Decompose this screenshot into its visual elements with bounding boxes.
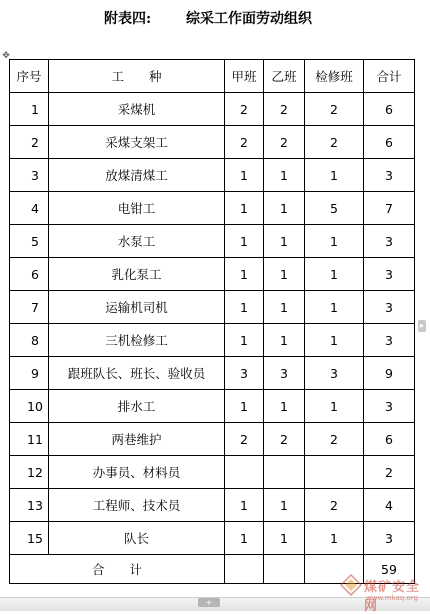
cell-maint: 1 [305,159,364,192]
table-header-row [10,60,415,93]
cell-maint: 2 [305,423,364,456]
cell-seq: 12 [10,456,49,489]
cell-seq: 6 [10,258,49,291]
cell-total: 6 [364,93,415,126]
total-label: 合 计 [10,555,225,584]
cell-seq: 3 [10,159,49,192]
cell-maint: 2 [305,93,364,126]
header-shift-a: 甲班 [225,60,264,93]
cell-shift-a: 2 [225,423,264,456]
cell-job: 水泵工 [49,225,225,258]
table-row [10,522,415,555]
cell-shift-a: 3 [225,357,264,390]
cell-total: 4 [364,489,415,522]
cell-job: 三机检修工 [49,324,225,357]
header-seq: 序号 [10,60,49,93]
cell-job: 采煤支架工 [49,126,225,159]
cell-shift-b: 1 [264,390,305,423]
header-total: 合计 [364,60,415,93]
table-row [10,423,415,456]
table-row [10,324,415,357]
cell-seq: 13 [10,489,49,522]
cell-shift-a: 1 [225,258,264,291]
cell-shift-b: 1 [264,522,305,555]
cell-seq: 15 [10,522,49,555]
site-watermark [340,572,430,614]
table-row [10,159,415,192]
table-row [10,456,415,489]
table-row [10,258,415,291]
table-row [10,390,415,423]
cell-seq: 8 [10,324,49,357]
cell-shift-b: 1 [264,324,305,357]
document-title [0,6,430,28]
cell-seq: 10 [10,390,49,423]
cell-shift-a: 1 [225,489,264,522]
table-row [10,93,415,126]
cell-job: 工程师、技术员 [49,489,225,522]
cell-maint: 1 [305,291,364,324]
title-main: 综采工作面劳动组织 [186,11,312,27]
cell-total: 2 [364,456,415,489]
cell-shift-a: 1 [225,390,264,423]
cell-maint: 1 [305,324,364,357]
cell-seq: 7 [10,291,49,324]
cell-total: 9 [364,357,415,390]
cell-shift-a: 1 [225,291,264,324]
cell-total: 6 [364,126,415,159]
cell-seq: 9 [10,357,49,390]
cell-shift-b: 2 [264,423,305,456]
cell-shift-b: 1 [264,159,305,192]
watermark-url: www.mkaq.org [366,594,418,602]
cell-maint: 1 [305,522,364,555]
cell-maint: 2 [305,489,364,522]
header-shift-b: 乙班 [264,60,305,93]
cell-maint: 1 [305,225,364,258]
title-prefix: 附表四: [104,11,152,27]
cell-shift-a [225,555,264,584]
table-row [10,126,415,159]
cell-job: 乳化泵工 [49,258,225,291]
cell-shift-b: 1 [264,225,305,258]
cell-shift-b: 1 [264,291,305,324]
cell-shift-b: 1 [264,258,305,291]
cell-job: 排水工 [49,390,225,423]
cell-shift-a: 1 [225,159,264,192]
cell-shift-b [264,456,305,489]
cell-seq: 5 [10,225,49,258]
cell-seq: 1 [10,93,49,126]
cell-seq: 4 [10,192,49,225]
cell-shift-b: 2 [264,126,305,159]
cell-shift-b: 1 [264,192,305,225]
cell-total: 3 [364,291,415,324]
labor-table [9,59,415,584]
cell-shift-a: 1 [225,522,264,555]
total-value: 59 [364,555,415,584]
cell-shift-b [264,555,305,584]
cell-shift-a: 2 [225,126,264,159]
table-row [10,225,415,258]
cell-job: 队长 [49,522,225,555]
cell-shift-a [225,456,264,489]
cell-job: 办事员、材料员 [49,456,225,489]
move-handle-icon[interactable]: ✥ [2,51,10,61]
cell-shift-a: 1 [225,192,264,225]
table-row [10,192,415,225]
cell-total: 7 [364,192,415,225]
scroll-marker-icon[interactable]: ▸ [419,321,424,330]
table-row [10,291,415,324]
cell-shift-b: 3 [264,357,305,390]
bottom-scroll-handle[interactable]: + [198,598,220,607]
cell-shift-b: 1 [264,489,305,522]
cell-job: 跟班队长、班长、验收员 [49,357,225,390]
cell-shift-a: 2 [225,93,264,126]
cell-maint: 5 [305,192,364,225]
cell-maint: 3 [305,357,364,390]
table-row [10,489,415,522]
cell-total: 3 [364,324,415,357]
cell-seq: 11 [10,423,49,456]
cell-seq: 2 [10,126,49,159]
header-maint: 检修班 [305,60,364,93]
cell-job: 运输机司机 [49,291,225,324]
cell-shift-b: 2 [264,93,305,126]
cell-maint: 1 [305,390,364,423]
cell-total: 3 [364,390,415,423]
cell-job: 电钳工 [49,192,225,225]
cell-maint: 1 [305,258,364,291]
cell-job: 两巷维护 [49,423,225,456]
header-job: 工 种 [49,60,225,93]
cell-maint [305,456,364,489]
cell-total: 3 [364,522,415,555]
cell-maint: 2 [305,126,364,159]
cell-shift-a: 1 [225,324,264,357]
cell-total: 3 [364,225,415,258]
table-row [10,357,415,390]
cell-job: 放煤清煤工 [49,159,225,192]
cell-shift-a: 1 [225,225,264,258]
cell-job: 采煤机 [49,93,225,126]
cell-total: 6 [364,423,415,456]
watermark-logo-icon [340,574,362,596]
cell-total: 3 [364,159,415,192]
cell-total: 3 [364,258,415,291]
watermark-text: 煤矿安全网 [364,580,421,614]
